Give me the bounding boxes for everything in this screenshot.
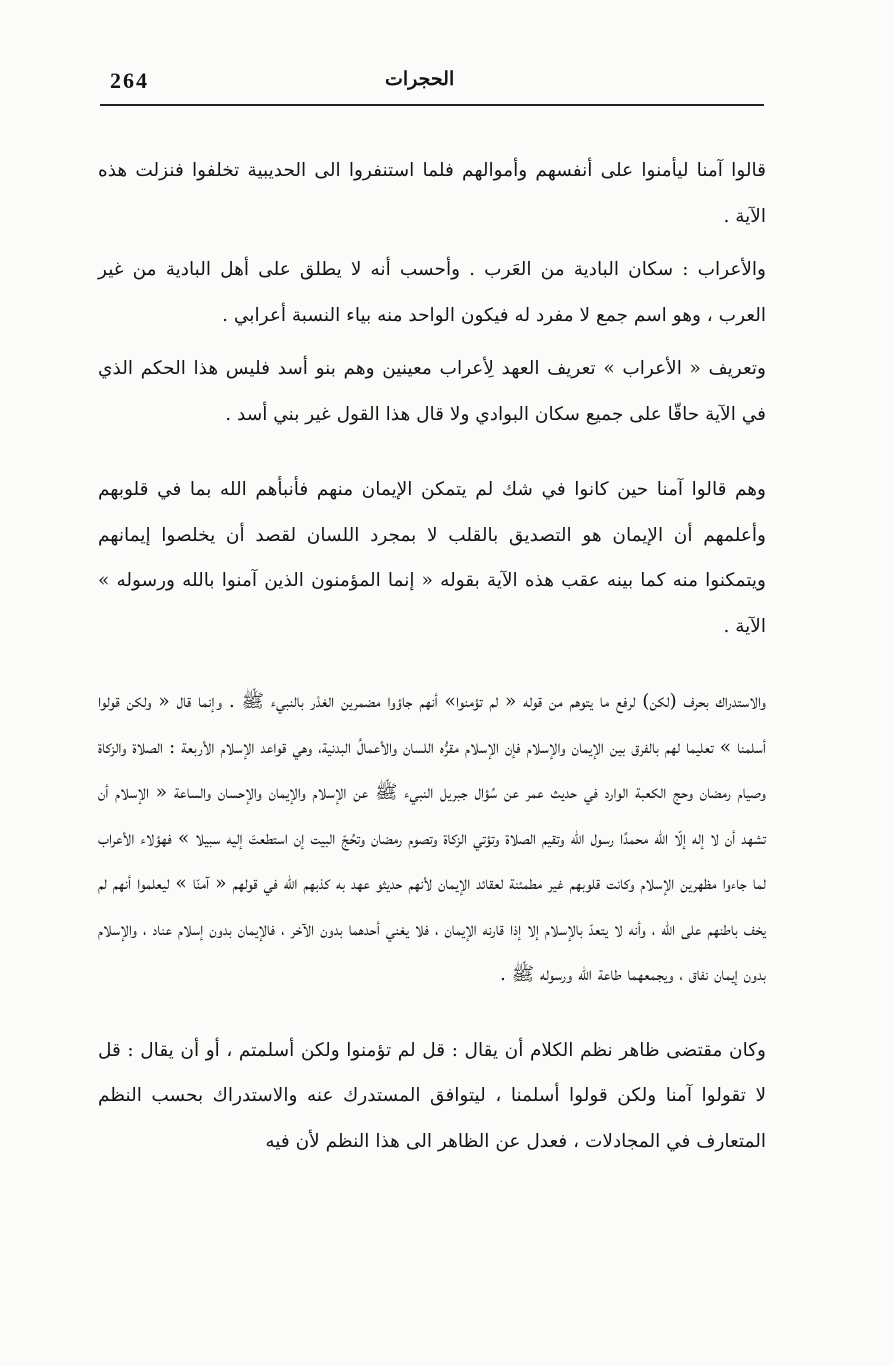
header-rule	[100, 104, 764, 106]
paragraph-3: وتعريف « الأعراب » تعريف العهد لِأعراب معينين وهم بنو أسد فليس هذا الحكم الذي في الآية حاقّا على جميع سكان البوادي ولا قال هذا القول غير بني أسد .	[98, 358, 766, 425]
running-title: الحجرات	[385, 68, 455, 90]
paragraph-5: والاستدراك بحرف (لكن) لرفع ما يتوهم من قوله « لم تؤمنوا» أنهم جاؤوا مضمرين الغدْر بالنبيء ﷺ . وإنما قال « ولكن قولوا أسلمنا » تعليما لهم بالفرق بين الإيمان والإسلام فإن الإسلام مقرُّه اللسان والأعمالُ البدنية، وهي قواعد الإسلام الأربعة : الصلاة والزكاة وصيام رمضان وحج الكعبة الوارد في حديث عمر عن سُؤال جبريل النبيء ﷺ عن الإسلام والإيمان والإحسان والساعة « الإسلام أن تشهد أن لا إله إلّا الله محمدًا رسول الله وتقيم الصلاة وتؤتي الزكاة وتصوم رمضان وتحُجّ البيت إن استطعتَ إليه سبيلا » فهؤلاء الأعراب لما جاءوا مظهرين الإسلام وكانت قلوبهم غير مطمئنة لعقائد الإيمان لأنهم حديثو عهد به كذبهم الله في قولهم « آمنّا » ليعلموا أنهم لم يخف باطنهم على الله ، وأنه لا يتعدّ بالإسلام إلا إذا قارنه الإيمان ، فلا يغني أحدهما بدون الآخر ، فالإيمان بدون إسلام عناد ، والإسلام بدون إيمان نفاق ، ويجمعهما طاعة الله ورسوله ﷺ .	[98, 691, 766, 985]
page-header	[100, 68, 764, 104]
paragraph-2: والأعراب : سكان البادية من العَرب . وأحسب أنه لا يطلق على أهل البادية من غير العرب ، وهو اسم جمع لا مفرد له فيكون الواحد منه بياء النسبة أعرابي .	[98, 259, 766, 326]
page-body	[98, 148, 766, 1164]
paragraph-1: قالوا آمنا ليأمنوا على أنفسهم وأموالهم فلما استنفروا الى الحديبية تخلفوا فنزلت هذه الآية .	[98, 160, 766, 227]
page-number: 264	[110, 68, 149, 93]
paragraph-4: وهم قالوا آمنا حين كانوا في شك لم يتمكن الإيمان منهم فأنبأهم الله بما في قلوبهم وأعلمهم أن الإيمان هو التصديق بالقلب لا بمجرد اللسان لقصد أن يخلصوا إيمانهم ويتمكنوا منه كما بينه عقب هذه الآية بقوله « إنما المؤمنون الذين آمنوا بالله ورسوله » الآية .	[98, 479, 766, 637]
paragraph-6: وكان مقتضى ظاهر نظم الكلام أن يقال : قل لم تؤمنوا ولكن أسلمتم ، أو أن يقال : قل لا تقولوا آمنا ولكن قولوا أسلمنا ، ليتوافق المستدرك عنه والاستدراك بحسب النظم المتعارف في المجادلات ، فعدل عن الظاهر الى هذا النظم لأن فيه	[98, 1039, 766, 1152]
